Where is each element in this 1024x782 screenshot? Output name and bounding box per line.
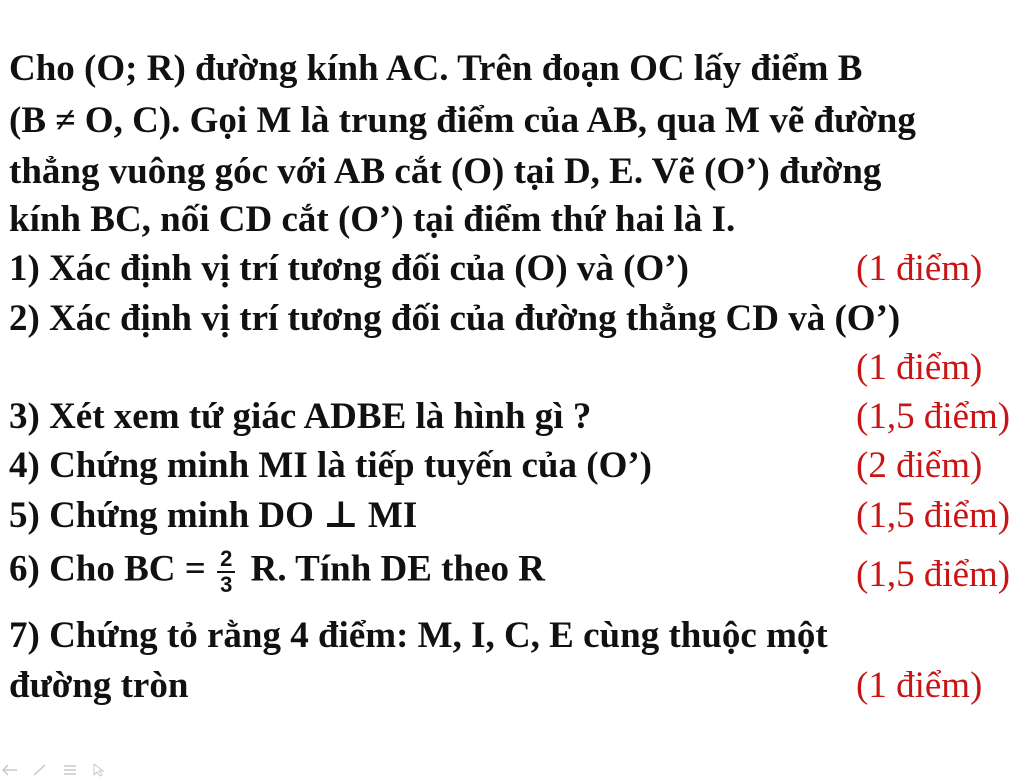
intro-line-2: (B ≠ O, C). Gọi M là trung điểm của AB, qua M vẽ đường bbox=[9, 100, 916, 141]
question-5-points: (1,5 điểm) bbox=[856, 495, 1011, 536]
menu-icon[interactable] bbox=[62, 764, 78, 780]
question-6-points: (1,5 điểm) bbox=[856, 554, 1011, 595]
back-arrow-icon[interactable] bbox=[2, 764, 18, 780]
question-7-line-2: đường tròn bbox=[9, 665, 189, 706]
slide-toolbar bbox=[2, 764, 104, 780]
intro-line-3: thẳng vuông góc với AB cắt (O) tại D, E. Vẽ (O’) đường bbox=[9, 151, 882, 192]
question-7-line-1: 7) Chứng tỏ rằng 4 điểm: M, I, C, E cùng thuộc một bbox=[9, 615, 828, 656]
question-3-points: (1,5 điểm) bbox=[856, 396, 1011, 437]
question-7-points: (1 điểm) bbox=[856, 665, 983, 706]
fraction-numerator: 2 bbox=[217, 547, 235, 573]
question-6-suffix: R. Tính DE theo R bbox=[250, 548, 545, 590]
question-6 bbox=[9, 547, 545, 597]
question-5: 5) Chứng minh DO ⊥ MI bbox=[9, 495, 418, 536]
question-2-points: (1 điểm) bbox=[856, 347, 983, 388]
question-2: 2) Xác định vị trí tương đối của đường thẳng CD và (O’) bbox=[9, 298, 901, 339]
question-1-points: (1 điểm) bbox=[856, 248, 983, 289]
question-4-points: (2 điểm) bbox=[856, 445, 983, 486]
question-1: 1) Xác định vị trí tương đối của (O) và (O’) bbox=[9, 248, 689, 289]
question-6-prefix: 6) Cho BC = bbox=[9, 548, 206, 590]
pen-icon[interactable] bbox=[32, 764, 48, 780]
fraction-denominator: 3 bbox=[220, 572, 233, 597]
intro-line-1: Cho (O; R) đường kính AC. Trên đoạn OC lấy điểm B bbox=[9, 48, 863, 89]
fraction-two-thirds bbox=[217, 547, 235, 597]
question-4: 4) Chứng minh MI là tiếp tuyến của (O’) bbox=[9, 445, 653, 486]
question-3: 3) Xét xem tứ giác ADBE là hình gì ? bbox=[9, 396, 592, 437]
intro-line-4: kính BC, nối CD cắt (O’) tại điểm thứ hai là I. bbox=[9, 199, 736, 240]
pointer-icon[interactable] bbox=[92, 763, 104, 781]
